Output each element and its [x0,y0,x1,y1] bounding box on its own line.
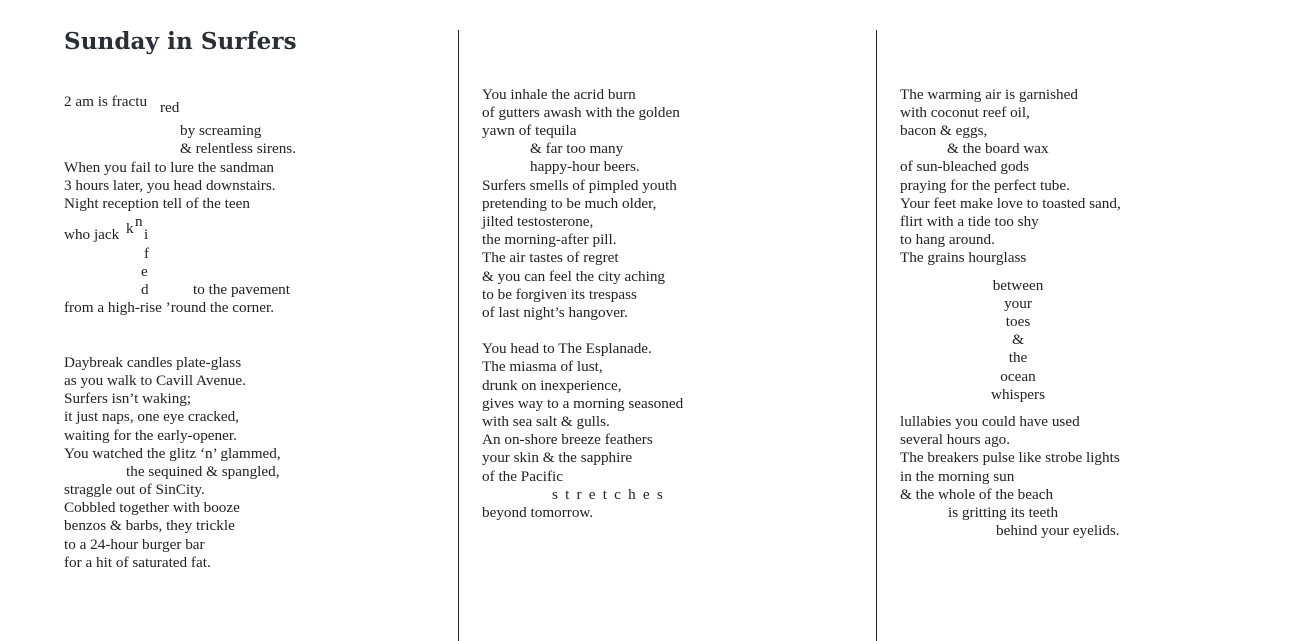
poem-line: jilted testosterone, [482,213,594,230]
poem-line: The warming air is garnished [900,86,1078,103]
poem-line: stretches [552,486,670,503]
poem-line: with coconut reef oil, [900,104,1030,121]
poem-line: & the board wax [947,140,1049,157]
poem-line: The breakers pulse like strobe lights [900,449,1120,466]
poem-line: The miasma of lust, [482,358,603,375]
poem-line: the morning-after pill. [482,231,617,248]
poem-line: Surfers isn’t waking; [64,390,192,407]
poem-line: your skin & the sapphire [482,449,633,466]
poem-line: of gutters awash with the golden [482,104,680,121]
poem-line: praying for the perfect tube. [900,177,1070,194]
poem-line: red [160,99,180,116]
poem-line: to a 24-hour burger bar [64,536,205,553]
poem-line: pretending to be much older, [482,195,657,212]
poem-line: as you walk to Cavill Avenue. [64,372,246,389]
poem-line: benzos & barbs, they trickle [64,517,235,534]
poem-line: straggle out of SinCity. [64,481,205,498]
poem-line: lullabies you could have used [900,413,1080,430]
poem-line: of sun-bleached gods [900,158,1030,175]
poem-line: e [141,263,148,280]
poem-line: whispers [991,386,1045,403]
poem-line: from a high-rise ’round the corner. [64,299,275,316]
poem-line: yawn of tequila [482,122,577,139]
poem-line: in the morning sun [900,468,1015,485]
poem-title: Sunday in Surfers [64,28,297,55]
poem-line: The air tastes of regret [482,249,619,266]
poem-line: waiting for the early-opener. [64,427,237,444]
poem-line: An on-shore breeze feathers [482,431,653,448]
column-divider-1 [458,30,459,641]
poem-line: of the Pacific [482,468,563,485]
poem-line: 3 hours later, you head downstairs. [64,177,276,194]
poem-line: bacon & eggs, [900,122,988,139]
poem-line: by screaming [180,122,262,139]
poem-line: who jack [64,226,120,243]
poem-line: You inhale the acrid burn [482,86,636,103]
poem-line: flirt with a tide too shy [900,213,1039,230]
poem-line: The grains hourglass [900,249,1027,266]
poem-line: 2 am is fractu [64,93,148,110]
poem-line: is gritting its teeth [948,504,1059,521]
poem-line: beyond tomorrow. [482,504,594,521]
poem-line: & far too many [530,140,624,157]
poem-line: the [1008,349,1028,366]
poem-line: Daybreak candles plate-glass [64,354,242,371]
poem-line: k [126,220,134,237]
poem-line: your [1004,295,1032,312]
poem-line: Your feet make love to toasted sand, [900,195,1121,212]
poem-line: & [1012,331,1024,348]
poem-line: n [135,213,143,230]
poem-line: ocean [1000,368,1036,385]
poem-line: to the pavement [193,281,290,298]
poem-line: When you fail to lure the sandman [64,159,275,176]
poem-line: & the whole of the beach [900,486,1054,503]
column-divider-2 [876,30,877,641]
poem-line: between [992,277,1044,294]
poem-line: behind your eyelids. [996,522,1120,539]
poem-line: You head to The Esplanade. [482,340,652,357]
poem-line: Cobbled together with booze [64,499,240,516]
poem-line: for a hit of saturated fat. [64,554,211,571]
poem-line: gives way to a morning seasoned [482,395,684,412]
poem-line: of last night’s hangover. [482,304,628,321]
poem-line: You watched the glitz ‘n’ glammed, [64,445,281,462]
poem-line: d [141,281,149,298]
poem-line: the sequined & spangled, [126,463,280,480]
poem-line: i [144,226,149,243]
poem-line: & relentless sirens. [180,140,296,157]
poem-line: f [144,245,150,262]
poem-line: Night reception tell of the teen [64,195,250,212]
poem-line: toes [1005,313,1031,330]
poem-line: it just naps, one eye cracked, [64,408,240,425]
poem-line: happy-hour beers. [530,158,640,175]
poem-line: & you can feel the city aching [482,268,666,285]
poem-line: drunk on inexperience, [482,377,622,394]
poem-line: several hours ago. [900,431,1011,448]
poem-line: to be forgiven its trespass [482,286,637,303]
poem-line: Surfers smells of pimpled youth [482,177,677,194]
poem-line: with sea salt & gulls. [482,413,610,430]
poem-line: to hang around. [900,231,995,248]
